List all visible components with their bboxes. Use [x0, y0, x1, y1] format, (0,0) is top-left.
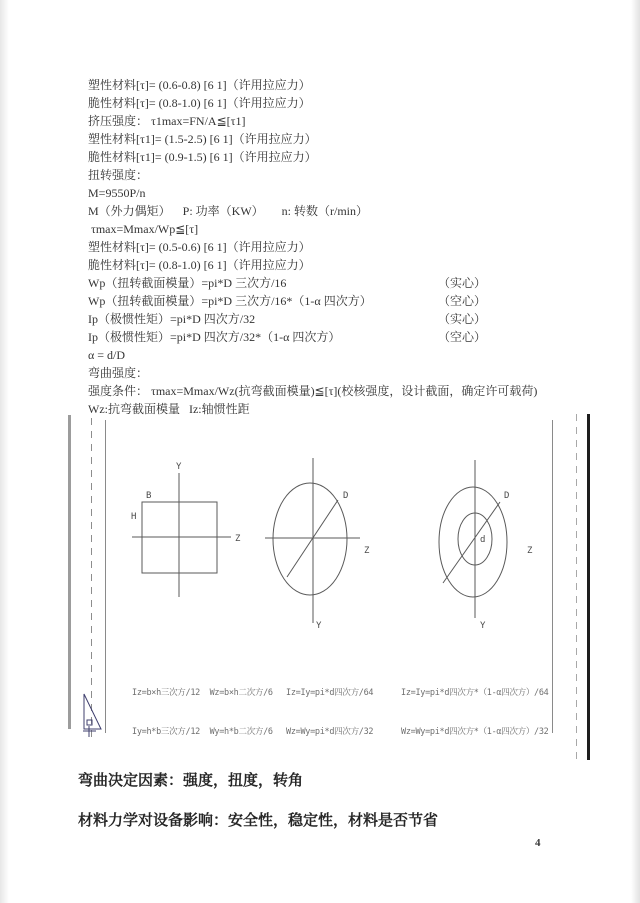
- annulus-D-label: D: [504, 491, 510, 501]
- rect-section-formulas: [132, 661, 273, 765]
- solid-note: （实心）: [438, 276, 487, 290]
- hollow-note: （空心）: [438, 294, 487, 308]
- note-line: [88, 382, 588, 400]
- rect-b-label: B: [146, 491, 152, 501]
- annulus-outer-circle: [439, 487, 510, 597]
- note-line: [88, 400, 588, 418]
- hollow-note: （空心）: [438, 330, 487, 344]
- right-angle-mark: [87, 720, 92, 725]
- note-text: τmax=Mmax/Wp≦[τ]: [88, 222, 199, 236]
- solid-note: （实心）: [438, 312, 487, 326]
- annulus-y-label: Y: [480, 621, 486, 631]
- formula-line: Iz=Iy=pi*d四次方/64: [286, 688, 374, 698]
- note-line: [88, 148, 588, 166]
- circle-section: [273, 483, 347, 595]
- note-text: 脆性材料[τ1]= (0.9-1.5) [6 1]（许用拉应力）: [88, 150, 317, 164]
- page-edge-shadow-left: [0, 0, 9, 903]
- note-text: Ip（极惯性矩）=pi*D 四次方/32: [88, 312, 256, 326]
- annulus-z-label: Z: [527, 546, 533, 556]
- figure-rail-thick-right: [587, 414, 590, 760]
- note-text: α = d/D: [88, 348, 126, 362]
- circle-D-label: D: [343, 491, 349, 501]
- note-text: 弯曲强度：: [88, 366, 149, 380]
- note-line: [88, 94, 588, 112]
- note-text: 扭转强度：: [88, 168, 149, 182]
- note-line: [88, 202, 588, 220]
- formula-line: Wz=Wy=pi*d四次方*（1-α四次方）/32: [401, 727, 549, 737]
- circle-z-label: Z: [364, 546, 370, 556]
- circle-section-formulas: [286, 661, 373, 765]
- cross-section-diagrams: [110, 440, 560, 650]
- rect-y-label: Y: [176, 462, 182, 472]
- figure-border-left: [105, 420, 106, 733]
- note-text: Ip（极惯性矩）=pi*D 四次方/32*（1-α 四次方）: [88, 330, 341, 344]
- summary-block: [78, 769, 438, 830]
- note-line: [88, 220, 588, 238]
- formula-line: Iz=b×h三次方/12 Wz=b×h二次方/6: [132, 688, 273, 698]
- note-line: [88, 274, 588, 292]
- note-line: [88, 328, 588, 346]
- note-text: Wp（扭转截面模量）=pi*D 三次方/16: [88, 276, 287, 290]
- summary-line-bending: 弯曲决定因素：强度，扭度，转角: [78, 773, 304, 789]
- note-line: [88, 310, 588, 328]
- note-text: 挤压强度： τ1max=FN/A≦[τ1]: [88, 114, 246, 128]
- formula-line: Wz=Wy=pi*d四次方/32: [286, 727, 374, 737]
- figure-rail-dashed-right: [576, 414, 577, 759]
- note-line: [88, 346, 588, 364]
- formula-line: Iy=h*b三次方/12 Wy=h*b二次方/6: [132, 727, 273, 737]
- note-line: [88, 130, 588, 148]
- note-text: 塑性材料[τ1]= (1.5-2.5) [6 1]（许用拉应力）: [88, 132, 317, 146]
- set-square-cursor-icon: [78, 690, 108, 740]
- rect-z-label: Z: [235, 534, 241, 544]
- note-line: [88, 166, 588, 184]
- rect-h-label: H: [131, 512, 137, 522]
- note-text: 强度条件： τmax=Mmax/Wz(抗弯截面模量)≦[τ](校核强度，设计截面，确定许可载荷): [88, 384, 538, 398]
- circle-y-label: Y: [316, 621, 322, 631]
- note-line: [88, 112, 588, 130]
- annulus-d-label: d: [480, 535, 486, 545]
- note-text: 塑性材料[τ]= (0.5-0.6) [6 1]（许用拉应力）: [88, 240, 311, 254]
- page-edge-shadow-right: [631, 0, 640, 903]
- note-text: Wp（扭转截面模量）=pi*D 三次方/16*（1-α 四次方）: [88, 294, 372, 308]
- page-number: 4: [535, 837, 541, 849]
- note-line: [88, 256, 588, 274]
- annulus-section-formulas: [401, 661, 549, 765]
- note-line: [88, 292, 588, 310]
- notes-block: [88, 76, 588, 418]
- figure-rail-thick-left: [68, 415, 71, 729]
- note-line: [88, 184, 588, 202]
- note-text: M=9550P/n: [88, 186, 146, 200]
- note-line: [88, 364, 588, 382]
- note-text: 脆性材料[τ]= (0.8-1.0) [6 1]（许用拉应力）: [88, 258, 311, 272]
- note-line: [88, 238, 588, 256]
- note-text: 脆性材料[τ]= (0.8-1.0) [6 1]（许用拉应力）: [88, 96, 311, 110]
- formula-line: Iz=Iy=pi*d四次方*（1-α四次方）/64: [401, 688, 549, 698]
- summary-line-impact: 材料力学对设备影响：安全性，稳定性，材料是否节省: [78, 813, 439, 829]
- note-text: Wz:抗弯截面模量 Iz:轴惯性距: [88, 402, 250, 416]
- note-text: M（外力偶矩） P: 功率（KW） n: 转数（r/min）: [88, 204, 369, 218]
- note-text: 塑性材料[τ]= (0.6-0.8) [6 1]（许用拉应力）: [88, 78, 311, 92]
- note-line: [88, 76, 588, 94]
